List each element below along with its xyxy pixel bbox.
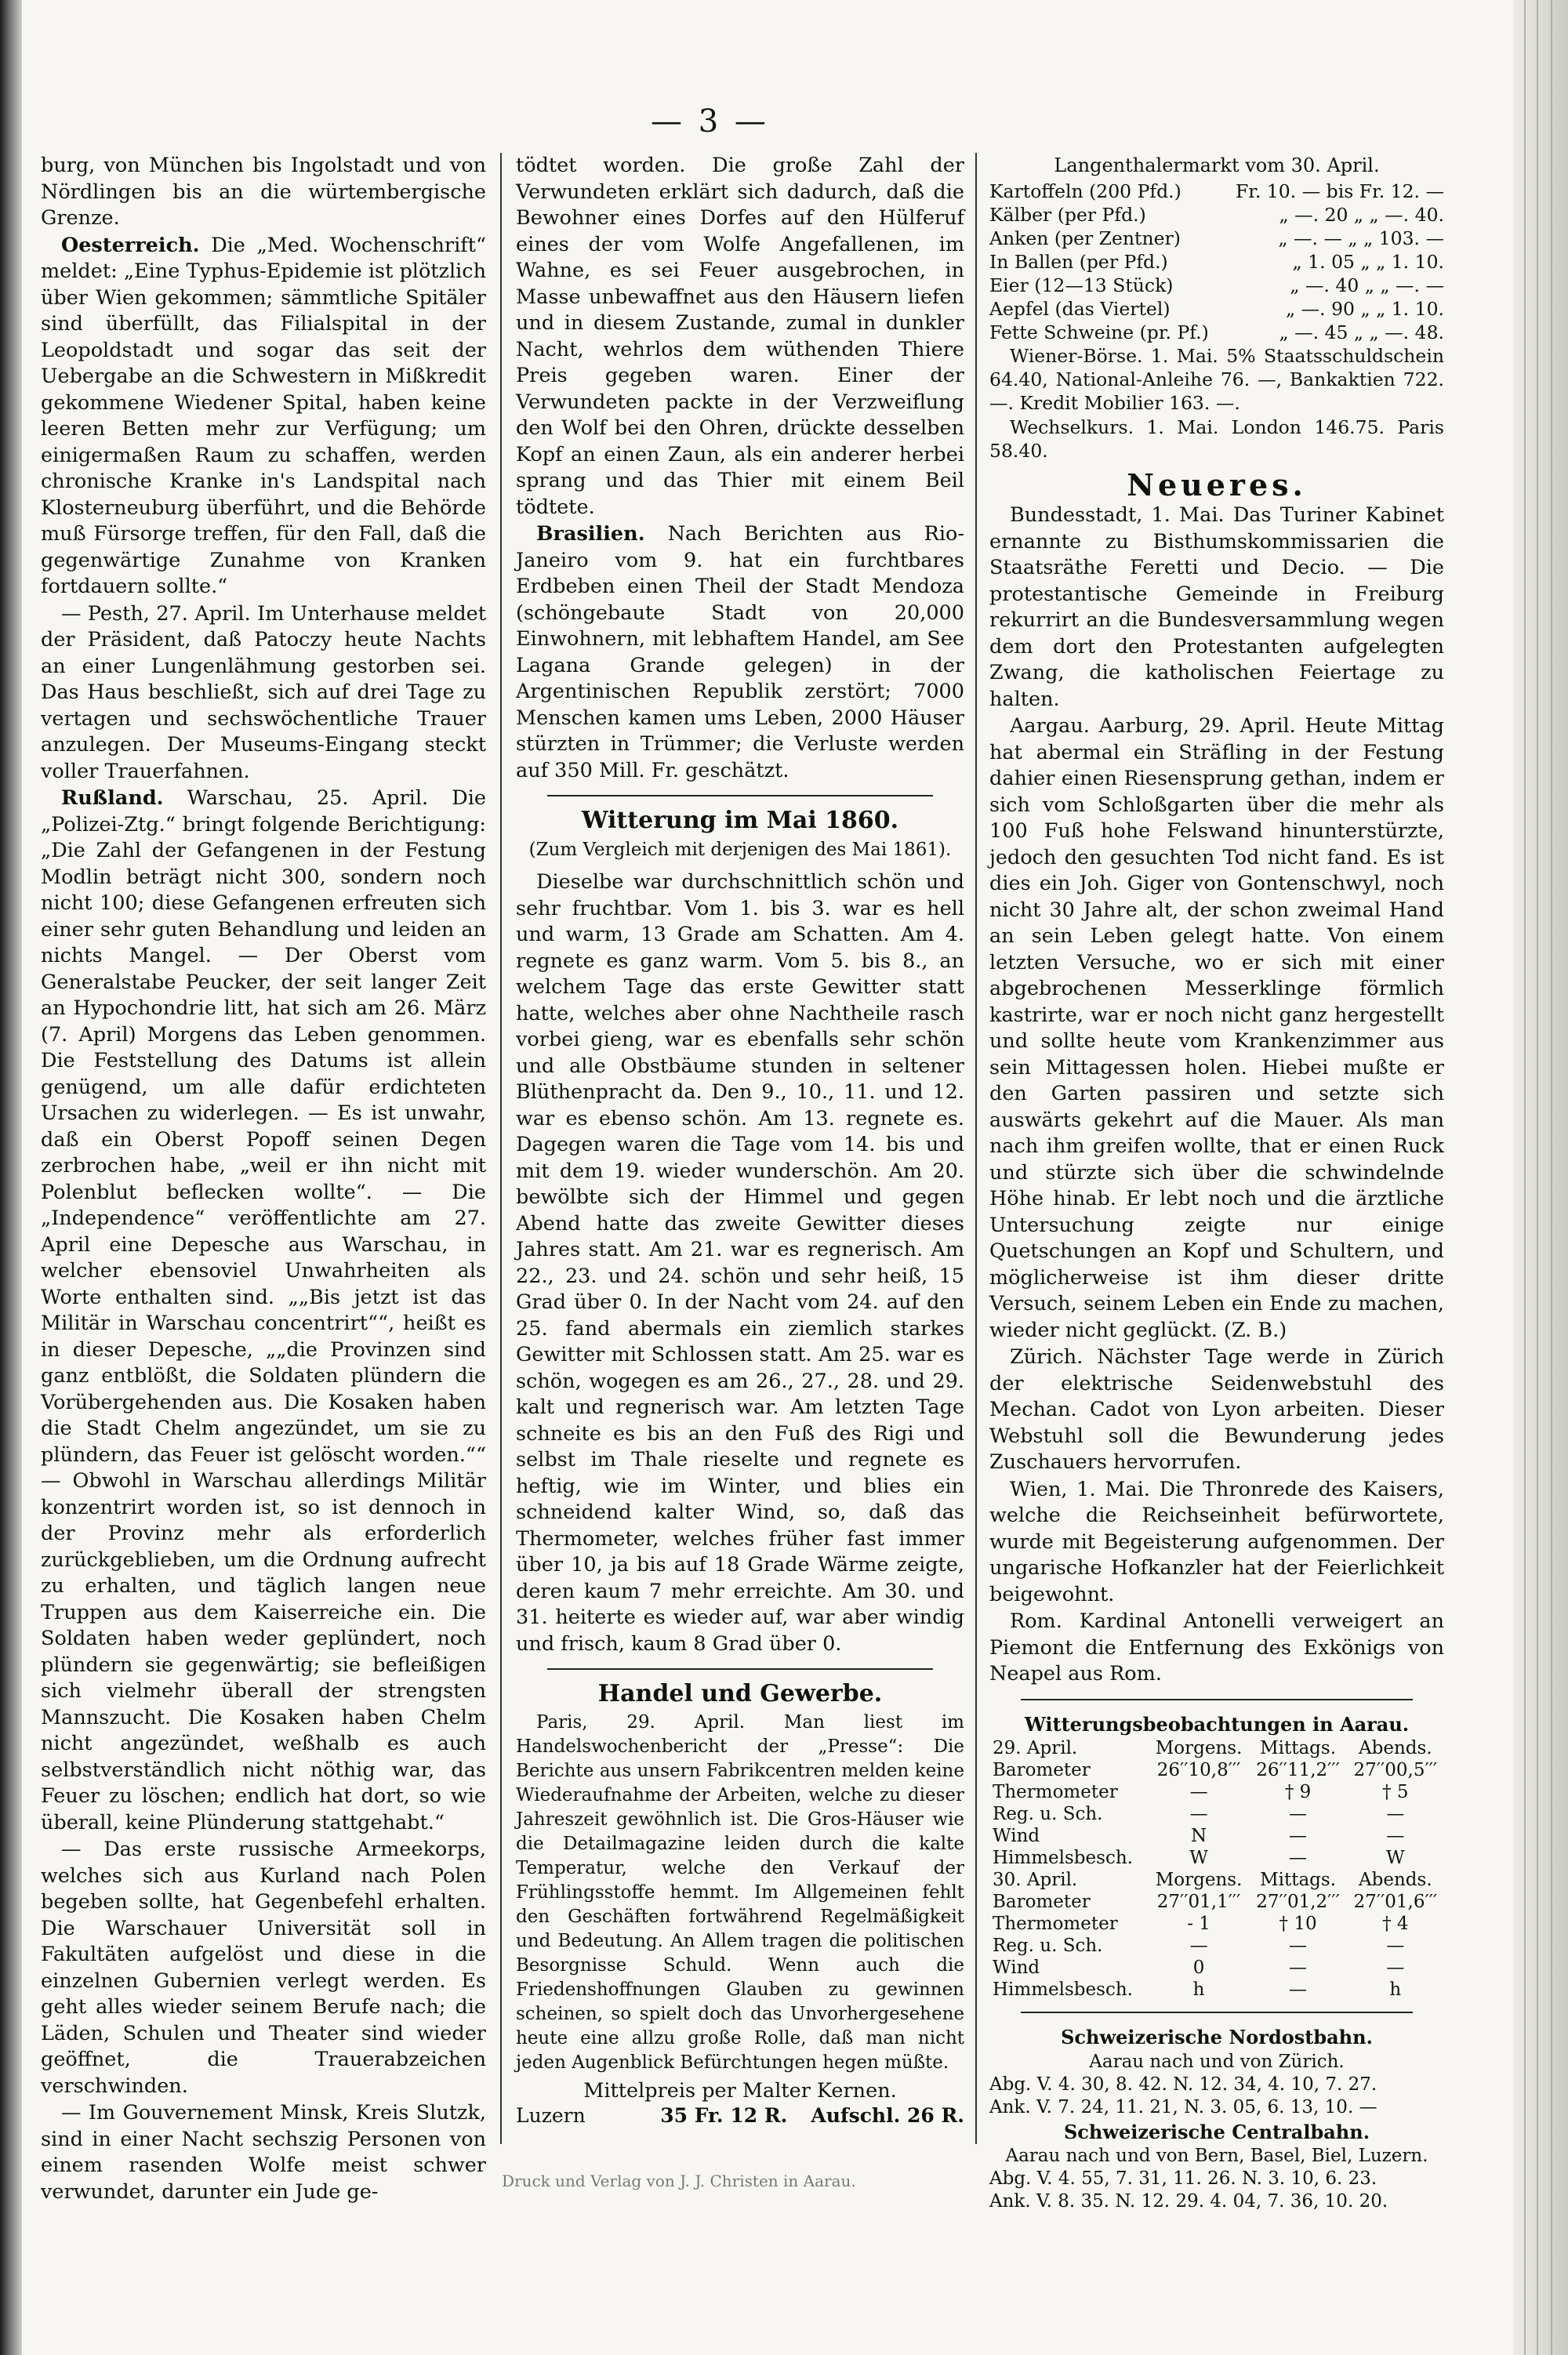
- news-item: Wien, 1. Mai. Die Thronrede des Kaisers, welche die Reichseinheit befürwortete, wurde mit Begeisterung aufgenommen. Der ungarische Hofkanzler hat der Feierlichkeit beigewohnt.: [989, 1477, 1444, 1606]
- page-stack-edge: [1513, 0, 1568, 2355]
- column-1: [41, 153, 486, 2204]
- section-separator: [547, 795, 933, 796]
- grain-price-row: [516, 2104, 964, 2128]
- price-place: Luzern: [516, 2104, 586, 2127]
- table-row: Wind N — —: [993, 1826, 1405, 1846]
- article-oesterreich: Oesterreich. Die „Med. Wochenschrift“ meldet: „Eine Typhus-Epidemie ist plötzlich über Wien gekommen; sämmtliche Spitäler sind überfüllt, das Filialspital in der Leopoldstadt und sogar das seit der Uebergabe an die Schwestern in Mißkredit gekommene Wiedener Spital, haben keine leeren Betten mehr zur Verfügung; um einigermaßen Raum zu schaffen, werden chronische Kranke in's Landspital nach Klosterneuburg überführt, und die Behörde muß Fürsorge treffen, für den Fall, daß die gegenwärtige Zunahme von Kranken fortdauern sollte.“: [41, 233, 486, 598]
- table-header-row: 30. April. Morgens. Mittags. Abends.: [993, 1870, 1432, 1890]
- trade-heading: Handel und Gewerbe.: [597, 1680, 883, 1707]
- page-number: — 3 —: [651, 103, 769, 140]
- table-row: Barometer 26′′10,8′′′ 26′′11,2′′′ 27′′00,5′′′: [993, 1760, 1438, 1780]
- section-separator: [547, 1668, 933, 1670]
- market-row: In Ballen (per Pfd.) „ 1. 05 „ „ 1. 10.: [989, 250, 1444, 273]
- railway-timetable-row: Ank. V. 8. 35. N. 12. 29. 4. 04, 7. 36, 10. 20.: [989, 2191, 1388, 2212]
- article-russland: Rußland. Warschau, 25. April. Die „Polizei-Ztg.“ bringt folgende Berichtigung: „Die Zahl der Gefangenen in der Festung Modlin beträgt nicht 300, sondern noch nicht 100; diese Gefangenen erfreuten sich einer sehr guten Behandlung und leiden an nichts Mangel. — Der Oberst vom Generalstabe Peucker, der seit langer Zeit an Hypochondrie litt, hat sich am 26. März (7. April) Morgens das Leben genommen. Die Feststellung des Datums ist allein genügend, um alle dafür erdichteten Ursachen zu widerlegen. — Es ist unwahr, daß ein Oberst Popoff seinen Degen zerbrochen habe, „weil er ihn nicht mit Polenblut beflecken wollte“. — Die „Independence“ veröffentlichte am 27. April eine Depesche aus Warschau, in welcher ebensoviel Unwahrheiten als Worte enthalten sind. „„Bis jetzt ist das Militär in Warschau concentrirt““, heißt es in dieser Depesche, „„die Provinzen sind ganz entblößt, die Soldaten plündern die Vorübergehenden aus. Die Kosaken haben die Stadt Chelm angezündet, um sie zu plündern, das Feuer ist gelöscht worden.““ — Obwohl in Warschau allerdings Militär konzentrirt worden ist, so ist dennoch in der Provinz mehr als erforderlich zurückgeblieben, um die Ordnung aufrecht zu erhalten, und täglich langen neue Truppen aus dem Kaiserreiche ein. Die Soldaten haben weder geplündert, noch plündern sie gegenwärtig; sie befleißigen sich vielmehr überall der strengsten Mannszucht. Die Kosaken haben Chelm nicht angezündet, weßhalb es auch selbstverständlich nicht nöthig war, das Feuer zu löschen; endlich hat dort, so wie überall, keine Plünderung stattgehabt.“: [41, 786, 486, 1834]
- table-row: Reg. u. Sch. — — —: [993, 1804, 1405, 1824]
- price-change: Aufschl. 26 R.: [811, 2104, 964, 2127]
- table-row: Barometer 27′′01,1′′′ 27′′01,2′′′ 27′′01,6′′′: [993, 1892, 1438, 1912]
- section-separator: [1021, 2012, 1413, 2013]
- article-brasilien: Brasilien. Nach Berichten aus Rio-Janeiro vom 9. hat ein furchtbares Erdbeben einen Theil der Stadt Mendoza (schöngebaute Stadt von 20,000 Einwohnern, mit lebhaftem Handel, am See Lagana Grande gelegen) in der Argentinischen Republik zerstört; 7000 Menschen kamen ums Leben, 2000 Häuser stürzten in Trümmer; die Verluste werden auf 350 Mill. Fr. geschätzt.: [516, 522, 964, 782]
- weather-heading: Witterung im Mai 1860.: [581, 807, 899, 834]
- railway-cb-route: Aarau nach und von Bern, Basel, Biel, Luzern.: [1005, 2146, 1428, 2166]
- section-separator: [1021, 1699, 1413, 1700]
- market-row: Kälber (per Pfd.) „ —. 20 „ „ —. 40.: [989, 203, 1444, 226]
- column-3: [989, 153, 1444, 2212]
- page-leaf-line: [1524, 0, 1526, 2355]
- railway-timetable-row: Ank. V. 7. 24, 11. 21, N. 3. 05, 6. 13, 10. —: [989, 2096, 1377, 2117]
- market-row: Eier (12—13 Stück) „ —. 40 „ „ —. —: [989, 274, 1444, 296]
- table-row: Thermometer — † 9 † 5: [993, 1782, 1409, 1802]
- table-row: Thermometer - 1 † 10 † 4: [993, 1914, 1409, 1934]
- article-pesth: — Pesth, 27. April. Im Unterhause meldet der Präsident, daß Patoczy heute Nachts an einer Lungenlähmung gestorben sei. Das Haus beschließt, sich auf drei Tage zu vertagen und sechswöchentliche Trauer anzulegen. Der Museums-Eingang steckt voller Trauerfahnen.: [41, 601, 486, 783]
- railway-timetable-row: Abg. V. 4. 55, 7. 31, 11. 26. N. 3. 10, 6. 23.: [989, 2168, 1377, 2189]
- table-row: Reg. u. Sch. — — —: [993, 1936, 1405, 1956]
- article-wolf-continuation: tödtet worden. Die große Zahl der Verwundeten erklärt sich dadurch, daß die Bewohner eines Dorfes auf den Hülferuf eines der vom Wolfe Angefallenen, im Wahne, es sei Feuer ausgebrochen, in Masse unbewaffnet aus den Häusern liefen und in diesem Zustande, zumal in dunkler Nacht, wehrlos dem wüthenden Thiere Preis gegeben waren. Einer der Verwundeten packte in der Verzweiflung den Wolf bei den Ohren, drückte desselben Kopf an einen Zaun, als ein anderer herbei sprang und das Thier mit einem Beil tödtete.: [516, 154, 964, 519]
- article-minsk: — Im Gouvernement Minsk, Kreis Slutzk, sind in einer Nacht sechszig Personen von einem rasenden Wolfe meist schwer verwundet, darunter ein Jude ge-: [41, 2101, 486, 2204]
- market-heading: Langenthalermarkt vom 30. April.: [1054, 154, 1380, 176]
- news-item: Zürich. Nächster Tage werde in Zürich der elektrische Seidenwebstuhl des Mechan. Cadot von Lyon arbeiten. Dieser Webstuhl soll die Bewunderung jedes Zuschauers hervorrufen.: [989, 1345, 1444, 1474]
- railway-timetable-row: Abg. V. 4. 30, 8. 42. N. 12. 34, 4. 10, 7. 27.: [989, 2074, 1377, 2095]
- stock-exchange: Wiener-Börse. 1. Mai. 5% Staatsschuldschein 64.40, National-Anleihe 76. —, Bankaktien 722. —. Kredit Mobilier 163. —.: [989, 344, 1444, 414]
- market-row: Anken (per Zentner) „ —. — „ „ 103. —: [989, 227, 1444, 249]
- market-row: Aepfel (das Viertel) „ —. 90 „ „ 1. 10.: [989, 297, 1444, 320]
- news-item: Aargau. Aarburg, 29. April. Heute Mittag hat abermal ein Sträfling in der Festung dahier einen Riesensprung gethan, indem er sich vom Schloßgarten über die mehr als 100 Fuß hohe Felswand hinunterstürzte, jedoch den gesuchten Tod nicht fand. Es ist dies ein Joh. Giger von Gontenschwyl, noch nicht 30 Jahre alt, der schon zweimal Hand an sein Leben gelegt hatte. Von einem letzten Versuche, wo er sich mit einer abgebrochenen Messerklinge förmlich kastrirte, war er noch nicht ganz hergestellt und sollte heute vom Krankenzimmer aus sein Mittagessen holen. Hiebei mußte er den Garten passiren und setzte sich auswärts gekehrt auf die Mauer. Als man nach ihm greifen wollte, that er einen Ruck und stürzte sich über die schwindelnde Höhe hinab. Er lebt noch und die ärztliche Untersuchung zeigte nur einige Quetschungen an Kopf und Schultern, und möglicherweise ist ihm dieser dritte Versuch, seinem Leben ein Ende zu machen, wieder nicht geglückt. (Z. B.): [989, 714, 1444, 1342]
- weather-obs-table-1: [989, 1737, 1444, 2001]
- market-row: Kartoffeln (200 Pfd.) Fr. 10. — bis Fr. 12. —: [989, 180, 1444, 202]
- grain-price-heading: Mittelpreis per Malter Kernen.: [583, 2078, 897, 2103]
- article-continuation: burg, von München bis Ingolstadt und von Nördlingen bis an die würtembergische Grenze.: [41, 154, 486, 230]
- weather-subheading: (Zum Vergleich mit derjenigen des Mai 1861).: [528, 839, 952, 860]
- column-2: [516, 153, 964, 2168]
- table-header-row: 29. April. Morgens. Mittags. Abends.: [993, 1738, 1432, 1758]
- column-rule: [500, 153, 502, 2144]
- table-row: Himmelsbesch. W — W: [993, 1848, 1405, 1868]
- table-row: Himmelsbesch. h — h: [993, 1979, 1402, 2000]
- news-item: Rom. Kardinal Antonelli verweigert an Piemont die Entfernung des Exkönigs von Neapel aus Rom.: [989, 1609, 1444, 1686]
- page-leaf-line: [1537, 0, 1538, 2355]
- news-heading: Neueres.: [1127, 466, 1307, 503]
- weather-report: Dieselbe war durchschnittlich schön und sehr fruchtbar. Vom 1. bis 3. war es hell und warm, 13 Grade am Schatten. Am 4. regnete es ganz warm. Vom 5. bis 8., an welchem Tage das erste Gewitter statt hatte, welches aber ohne Nachtheile rasch vorbei gieng, war es ebenfalls sehr schön und alle Obstbäume stunden in seltener Blüthenpracht da. Den 9., 10., 11. und 12. war es ebenso schön. Am 13. regnete es. Dagegen waren die Tage vom 14. bis und mit dem 19. wieder wunderschön. Am 20. bewölbte sich der Himmel und gegen Abend hatte das zweite Gewitter dieses Jahres statt. Am 21. war es regnerisch. Am 22., 23. und 24. schön und sehr heiß, 15 Grad über 0. In der Nacht vom 24. auf den 25. fand abermals ein ziemlich starkes Gewitter mit Schlossen statt. Am 25. war es schön, wogegen es am 26., 27., 28. und 29. kalt und regnerisch war. Am letzten Tage schneite es bis an den Fuß des Rigi und selbst im Thale rieselte und regnete es heftig, wie im Winter, und blies ein schneidend kalter Wind, so, daß das Thermometer, welches früher fast immer über 10, ja bis auf 18 Grade Wärme zeigte, deren kaum 7 mehr erreichte. Am 30. und 31. heiterte es wieder auf, war aber windig und frisch, kaum 8 Grad über 0.: [516, 870, 964, 1656]
- book-binding-edge: [0, 0, 22, 2355]
- page-leaf-line: [1551, 0, 1552, 2355]
- railway-cb-heading: Schweizerische Centralbahn.: [1063, 2120, 1370, 2143]
- trade-report: Paris, 29. April. Man liest im Handelswochenbericht der „Presse“: Die Berichte aus unsern Fabrikcentren melden keine Wiederaufnahme der Arbeiten, welche zu dieser Jahreszeit gewöhnlich ist. Die Gros-Häuser wie die Detailmagazine leiden durch die kalte Temperatur, welche den Verkauf der Frühlingsstoffe hemmt. Im Allgemeinen fehlt den Geschäften fortwährend Regelmäßigkeit und Bedeutung. An Allem tragen die politischen Besorgnisse Schuld. Wenn auch die Friedenshoffnungen Glauben zu gewinnen scheinen, so spielt doch das Unvorhergesehene heute eine allzu große Rolle, daß man nicht jeden Augenblick Befürchtungen hegen müßte.: [516, 1711, 964, 2073]
- railway-nob-heading: Schweizerische Nordostbahn.: [1061, 2026, 1373, 2048]
- column-rule: [975, 153, 977, 2144]
- railway-nob-route: Aarau nach und von Zürich.: [1089, 2051, 1345, 2072]
- table-row: Wind 0 — —: [993, 1958, 1405, 1978]
- article-armeekorps: — Das erste russische Armeekorps, welches sich aus Kurland nach Polen begeben sollte, hat Gegenbefehl erhalten. Die Warschauer Universität soll in Fakultäten aufgelöst und diese in die einzelnen Gubernien verlegt werden. Es geht alles wieder seinem Berufe nach; die Läden, Schulen und Theater sind wieder geöffnet, die Trauerabzeichen verschwinden.: [41, 1838, 486, 2098]
- printer-imprint: Druck und Verlag von J. J. Christen in Aarau.: [502, 2172, 856, 2190]
- exchange-rate: Wechselkurs. 1. Mai. London 146.75. Paris 58.40.: [989, 415, 1444, 462]
- price-value: 35 Fr. 12 R.: [660, 2104, 788, 2127]
- market-row: Fette Schweine (pr. Pf.) „ —. 45 „ „ —. 48.: [989, 321, 1444, 343]
- weather-obs-heading: Witterungsbeobachtungen in Aarau.: [1024, 1712, 1410, 1736]
- news-item: Bundesstadt, 1. Mai. Das Turiner Kabinet ernannte zu Bisthumskommissarien die Staatsräthe Feretti und Decio. — Die protestantische Gemeinde in Freiburg rekurrirt an die Bundesversammlung wegen dem dort den Protestanten aufgelegten Zwang, die katholischen Feiertage zu halten.: [989, 503, 1444, 711]
